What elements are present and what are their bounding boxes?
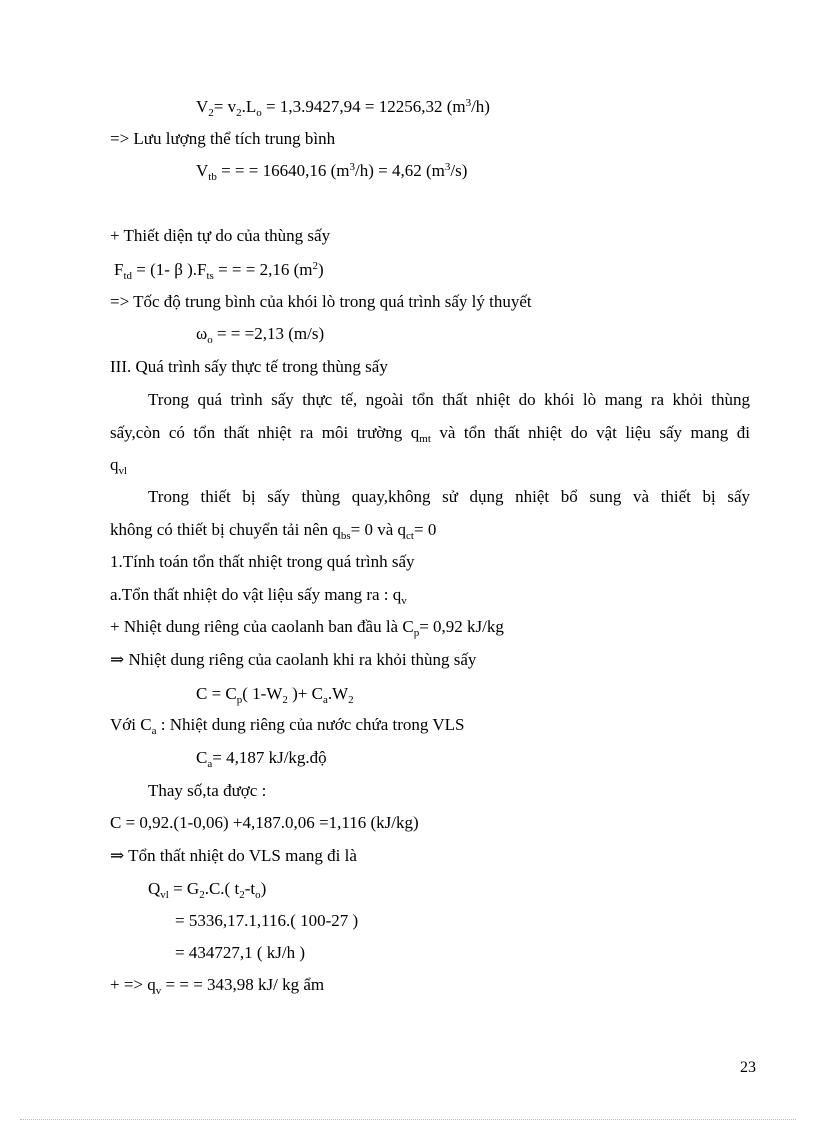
equation-v2: $V_2= v_2.L_o = 1,3.9427,94 = 12256,32$ $(m^3/h)$ [196,97,490,119]
text-line: Thay số,ta được : [148,781,267,800]
equation-ftd: $F_{td} = (1-$ β )$.F_{ts}$ = = = 2,16 $(m^2)$ [114,260,324,282]
paragraph-line: Trong quá trình sấy thực tế, ngoài tổn thất nhiệt do khói lò mang ra khỏi thùng [148,390,750,409]
paragraph-line: Trong thiết bị sấy thùng quay,không sử dụng nhiệt bổ sung và thiết bị sấy [148,487,750,506]
page-bottom-border [20,1119,796,1120]
text-line: Với $C_a$ : Nhiệt dung riêng của nước chứa trong VLS [110,715,465,737]
equation-c: $C = C_p$( $1-W_2$ )+ $C_a.W_2$ [196,684,354,706]
text-line: + Thiết diện tự do của thùng sấy [110,226,331,245]
page-number: 23 [740,1059,756,1076]
subsection-heading: a.Tổn thất nhiệt do vật liệu sấy mang ra : $q_v$ [110,585,407,607]
text-line: => Lưu lượng thể tích trung bình [110,129,336,148]
text-line: ⇒ Nhiệt dung riêng của caolanh khi ra khỏi thùng sấy [110,650,477,669]
equation-qvl-result: = 434727,1 ( kJ/h ) [175,943,305,962]
equation-qv: + => $q_v$ = = = 343,98 kJ/ kg ẩm [110,975,325,997]
text-line: => Tốc độ trung bình của khói lò trong quá trình sấy lý thuyết [110,292,532,311]
equation-c-value: C = 0,92.(1-0,06) +4,187.0,06 =1,116 (kJ/kg) [110,813,419,832]
text-line: ⇒ Tổn thất nhiệt do VLS mang đi là [110,846,357,865]
equation-ca: $C_a= 4,187$ kJ/kg.độ [196,748,327,770]
paragraph-line: sấy,còn có tổn thất nhiệt ra môi trường $q_{mt}$ và tổn thất nhiệt do vật liệu sấy mang đi [110,423,750,445]
paragraph-line: không có thiết bị chuyển tải nên $q_{bs}= 0$ và $q_{ct}= 0$ [110,520,437,542]
equation-qvl-step: = 5336,17.1,116.( 100-27 ) [175,911,359,930]
subsection-heading: 1.Tính toán tổn thất nhiệt trong quá trình sấy [110,552,415,571]
equation-omega: $\omega_o$ = = =2,13 (m/s) [196,324,325,346]
text-line: + Nhiệt dung riêng của caolanh ban đầu là $C_p= 0,92$ kJ/kg [110,617,504,639]
equation-vtb: $V_{tb}$ = = = 16640,16 $(m^3/h) = 4,62$ $(m^3/s)$ [196,161,468,183]
equation-qvl: $Q_{vl} = G_2.C$.( $t_2-t_o$) [148,879,267,901]
paragraph-line: $q_{vl}$ [110,455,128,477]
section-heading: III. Quá trình sấy thực tế trong thùng sấy [110,357,388,376]
